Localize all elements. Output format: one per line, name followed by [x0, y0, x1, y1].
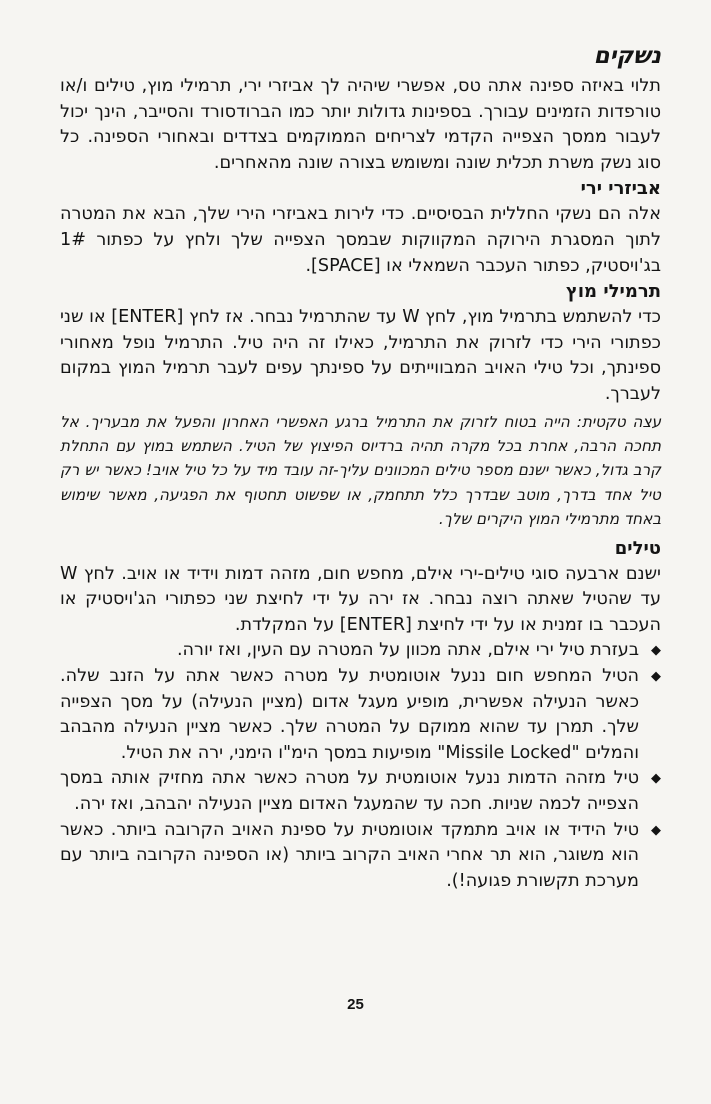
list-item [60, 664, 661, 766]
intro-paragraph: תלוי באיזה ספינה אתה טס, אפשרי שיהיה לך אביזרי ירי, תרמילי מוץ, טילים ו/או טורפדות הזמינים עבורך. בספינות גדולות יותר כמו הברודסורד והסייבר, הינך יכול לעבור ממסך הצפייה הקדמי לצריחים הממוקמים בצדדים ובאחורי הספינה. כל סוג נשק משרת תכלית שונה ומשומש בצורה שונה מהאחרים. [60, 76, 661, 173]
list-item [60, 766, 661, 817]
page-number: 25 [347, 996, 364, 1013]
diamond-bullet-icon: ◆ [651, 771, 661, 787]
section-heading-missiles: טילים [614, 537, 661, 559]
diamond-bullet-icon: ◆ [651, 822, 661, 838]
section-heading-chaff: תרמילי מוץ [565, 281, 661, 303]
section-guns [60, 176, 661, 279]
section-missiles [60, 536, 661, 895]
section-chaff [60, 279, 661, 531]
section-body-guns: אלה הם נשקי החללית הבסיסיים. כדי לירות באביזרי הירי שלך, הבא את המטרה לתוך המסגרת הירוקה המקווקות שבמסך הצפייה שלך ולחץ על כפתור 1# בג'ויסטיק, כפתור העכבר השמאלי או [SPACE]. [60, 204, 661, 276]
list-item-text: הטיל המחפש חום ננעל אוטומטית על מטרה כאשר אתה על הזנב שלה. כאשר הנעילה אפשרית, מופיע מעגל אדום (מציין הנעילה) על מסך הצפייה שלך. תמרן עד שהוא ממוקם על המטרה שלך. כאשר מציין הנעילה מהבהב והמלים "Missile Locked" מופיעות במסך הימ"ו הימני, ירה את הטיל. [60, 665, 639, 763]
list-item-text: טיל מזהה הדמות ננעל אוטומטית על מטרה כאשר אתה מחזיק אותה במסך הצפייה לכמה שניות. חכה עד שהמעגל האדום מציין הנעילה יהבהב, ואז ירה. [60, 768, 639, 814]
list-item [60, 638, 661, 664]
tactical-tip: עצה טקטית: הייה בטוח לזרוק את התרמיל ברגע האפשרי האחרון והפעל את מבעריך. אל תחכה הרבה, אחרת בכל מקרה תהיה ברדיוס הפיצוץ של הטיל. השתמש במוץ עם התחלת קרב גדול, כאשר ישנם מספר טילים המכוונים עליך-זה עובד מיד על כל טיל אויב! כאשר יש רק טיל אחד בדרך, מוטב שבדרך כלל תתחמק, או שפשוט תחטוף את הפגיעה, מאשר שימוש באחד מתרמילי המוץ היקרים שלך. [60, 412, 661, 529]
list-item-text: טיל הידיד או אויב מתמקד אוטומטית על ספינת האויב הקרובה ביותר. כאשר הוא משוגר, הוא תר אחרי האויב הקרוב ביותר (או הספינה הקרובה ביותר עם מערכת תקשורת פגועה!). [60, 819, 639, 891]
diamond-bullet-icon: ◆ [651, 643, 661, 659]
missile-types-list [60, 638, 661, 894]
diamond-bullet-icon: ◆ [651, 668, 661, 684]
list-item [60, 818, 661, 895]
section-body-chaff: כדי להשתמש בתרמיל מוץ, לחץ W עד שהתרמיל נבחר. אז לחץ [ENTER] או שני כפתורי הירי כדי לזרוק את התרמיל, כאילו זה היה טיל. התרמיל נופל מאחורי ספינתך, וכל טילי האויב המבווייתים על ספינתך עפים לעבר תרמיל המוץ במקום לעברך. [60, 307, 661, 404]
list-item-text: בעזרת טיל ירי אילם, אתה מכוון על המטרה עם העין, ואז יורה. [176, 640, 639, 661]
section-body-missiles: ישנם ארבעה סוגי טילים-ירי אילם, מחפש חום, מזהה דמות וידיד או אויב. לחץ W עד שהטיל שאתה רוצה נבחר. אז ירה על ידי לחיצת שני כפתורי הג'ויסטיק או העכבר בו זמנית או על ידי לחיצת [ENTER] על המקלדת. [60, 563, 661, 635]
page-title: נשקים [593, 43, 661, 69]
page-content [60, 40, 661, 894]
section-heading-guns: אביזרי ירי [580, 178, 661, 200]
